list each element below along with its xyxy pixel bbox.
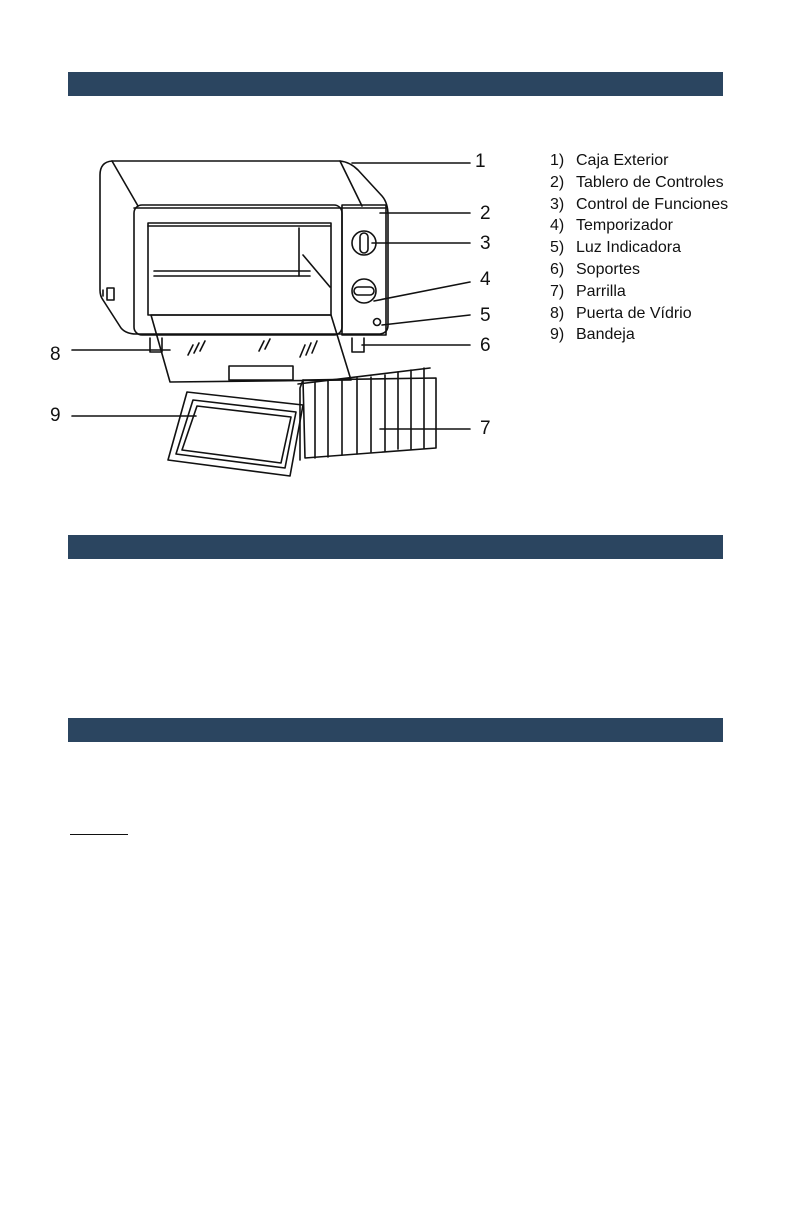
section-header-band-3: [68, 718, 723, 742]
glass-door: [151, 315, 351, 382]
callout-7: 7: [480, 418, 491, 439]
callout-1: 1: [475, 151, 486, 172]
callout-4: 4: [480, 269, 491, 290]
parts-list-item: 7) Parrilla: [550, 282, 626, 300]
callout-8: 8: [50, 344, 61, 365]
parts-list-item: 6) Soportes: [550, 260, 641, 278]
callout-5: 5: [480, 305, 491, 326]
bake-tray: [168, 392, 303, 476]
parts-list-item: 3) Control de Funciones: [550, 195, 729, 213]
parts-list-item: 4) Temporizador: [550, 217, 673, 235]
callout-2: 2: [480, 203, 491, 224]
wire-rack: [298, 368, 436, 460]
callout-6: 6: [480, 335, 491, 356]
parts-list-item: 9) Bandeja: [550, 326, 635, 344]
underline-rule: [70, 834, 128, 835]
parts-list-item: 8) Puerta de Vídrio: [550, 304, 692, 322]
parts-list-item: 5) Luz Indicadora: [550, 239, 681, 257]
callout-9: 9: [50, 405, 61, 426]
oven-housing: [100, 161, 388, 334]
parts-list-item: 1) Caja Exterior: [550, 152, 669, 169]
parts-list-item: 2) Tablero de Controles: [550, 173, 724, 191]
section-header-band-2: [68, 535, 723, 559]
parts-list: [550, 150, 728, 346]
callout-3: 3: [480, 233, 491, 254]
